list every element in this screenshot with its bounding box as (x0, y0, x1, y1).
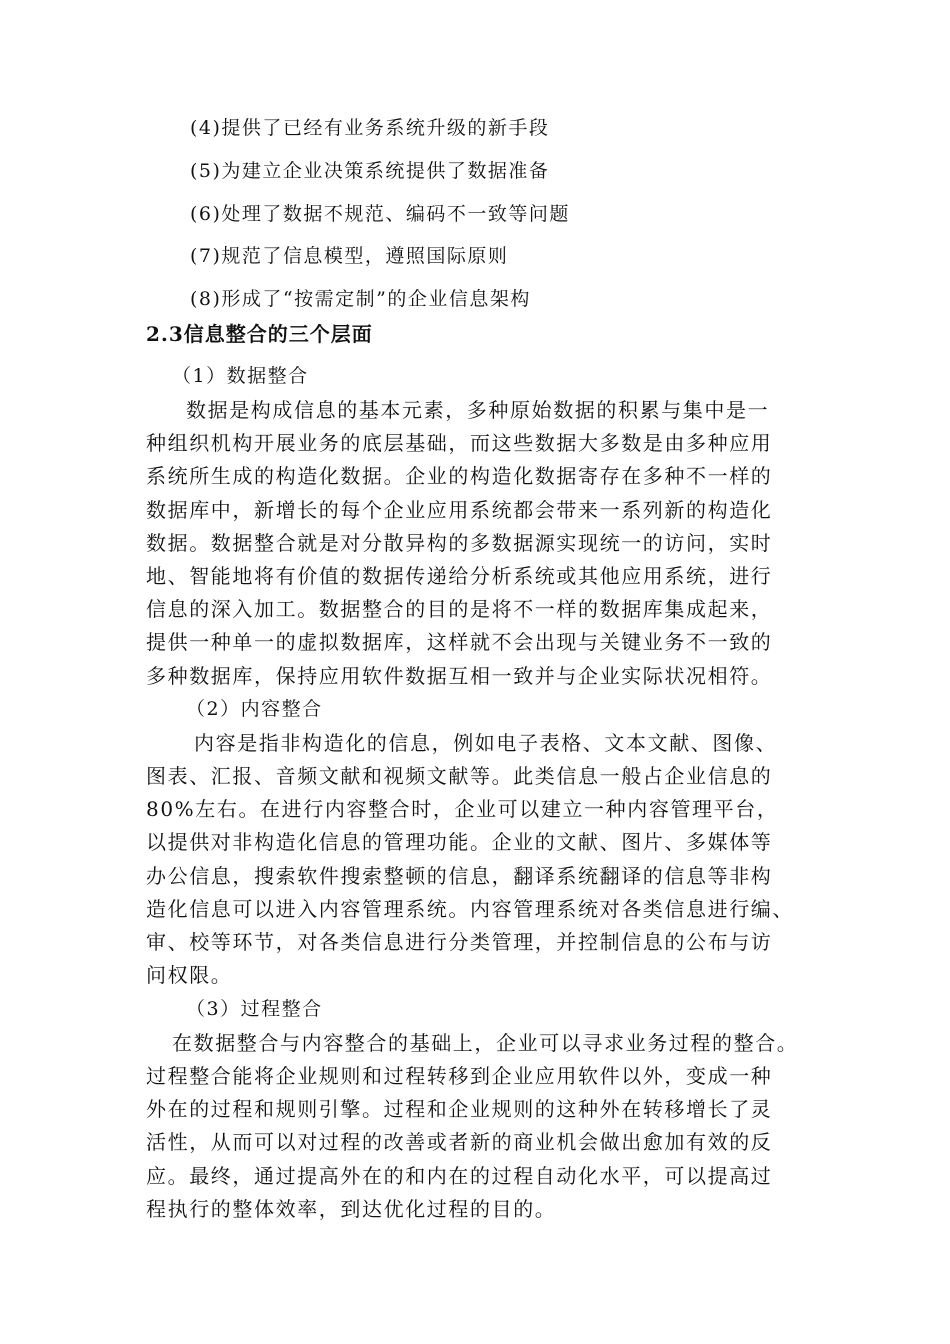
paragraph-line: 过程整合能将企业规则和过程转移到企业应用软件以外，变成一种 (146, 1064, 773, 1088)
paragraph-line: 数据。数据整合就是对分散异构的多数据源实现统一的访问，实时 (146, 531, 773, 555)
paragraph-line: 信息的深入加工。数据整合的目的是将不一样的数据库集成起来， (146, 597, 773, 621)
list-item-4: (4)提供了已经有业务系统升级的新手段 (190, 117, 550, 139)
list-item-6: (6)处理了数据不规范、编码不一致等问题 (190, 203, 570, 225)
paragraph-line: 办公信息，搜索软件搜索整顿的信息，翻译系统翻译的信息等非构 (146, 864, 773, 888)
paragraph-line: 系统所生成的构造化数据。企业的构造化数据寄存在多种不一样的 (146, 464, 773, 488)
paragraph-line: 数据库中，新增长的每个企业应用系统都会带来一系列新的构造化 (146, 498, 773, 522)
paragraph-line: 内容是指非构造化的信息，例如电子表格、文本文献、图像、 (194, 731, 778, 755)
paragraph-line: 数据是构成信息的基本元素，多种原始数据的积累与集中是一 (186, 398, 770, 422)
list-item-5: (5)为建立企业决策系统提供了数据准备 (190, 160, 550, 182)
paragraph-line: 活性，从而可以对过程的改善或者新的商业机会做出愈加有效的反 (146, 1130, 773, 1154)
paragraph-line: 程执行的整体效率，到达优化过程的目的。 (146, 1197, 557, 1221)
paragraph-line: 审、校等环节，对各类信息进行分类管理，并控制信息的公布与访 (146, 930, 773, 954)
list-item-7: (7)规范了信息模型，遵照国际原则 (190, 245, 509, 267)
paragraph-line: 在数据整合与内容整合的基础上，企业可以寻求业务过程的整合。 (172, 1031, 799, 1055)
paragraph-line: 应。最终，通过提高外在的和内在的过程自动化水平，可以提高过 (146, 1164, 773, 1188)
paragraph-line: 80%左右。在进行内容整合时，企业可以建立一种内容管理平台， (146, 797, 779, 821)
paragraph-line: 多种数据库，保持应用软件数据互相一致并与企业实际状况相符。 (146, 664, 773, 688)
subsection-heading-process: （3）过程整合 (186, 998, 323, 1020)
paragraph-line: 种组织机构开展业务的底层基础，而这些数据大多数是由多种应用 (146, 431, 773, 455)
paragraph-line: 外在的过程和规则引擎。过程和企业规则的这种外在转移增长了灵 (146, 1097, 773, 1121)
list-item-8: (8)形成了“按需定制”的企业信息架构 (190, 288, 531, 310)
subsection-heading-data: （1）数据整合 (172, 365, 309, 387)
section-heading: 2.3信息整合的三个层面 (146, 322, 373, 346)
paragraph-line: 提供一种单一的虚拟数据库，这样就不会出现与关键业务不一致的 (146, 630, 773, 654)
subsection-heading-content: （2）内容整合 (186, 698, 323, 720)
paragraph-line: 图表、汇报、音频文献和视频文献等。此类信息一般占企业信息的 (146, 764, 773, 788)
paragraph-line: 造化信息可以进入内容管理系统。内容管理系统对各类信息进行编、 (146, 897, 794, 921)
paragraph-line: 以提供对非构造化信息的管理功能。企业的文献、图片、多媒体等 (146, 830, 773, 854)
paragraph-line: 地、智能地将有价值的数据传递给分析系统或其他应用系统，进行 (146, 564, 773, 588)
paragraph-line: 问权限。 (146, 963, 233, 987)
